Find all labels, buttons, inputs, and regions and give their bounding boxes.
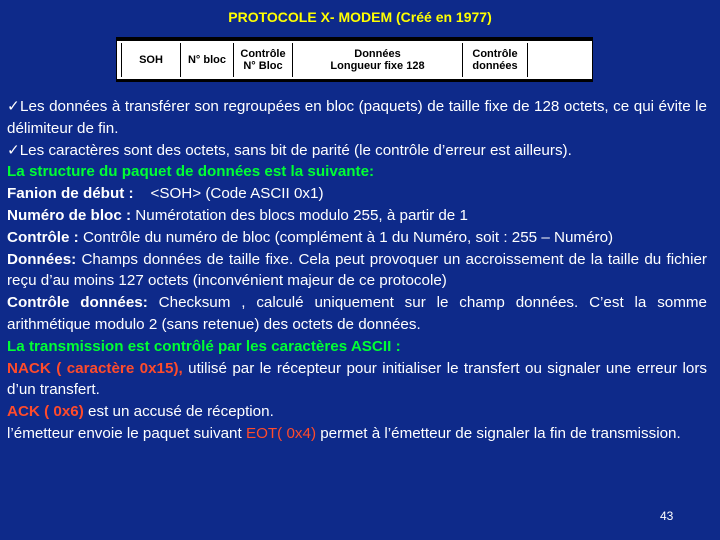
cell-sublabel: Longueur fixe 128: [330, 60, 425, 72]
cell-label: Données: [354, 48, 401, 60]
ack-code: ACK ( 0x6): [7, 403, 84, 421]
field-controle-donnees: [7, 292, 707, 336]
field-label: Numéro de bloc :: [7, 206, 132, 224]
field-controle: [7, 227, 707, 249]
packet-cell-block-number: [180, 43, 233, 77]
cell-sublabel: données: [472, 60, 518, 72]
bullet-item: ✓Les données à transférer son regroupées en bloc (paquets) de taille fixe de 128 octets, ce qui évite le délimiteur de fin.: [7, 97, 707, 137]
structure-heading: La structure du paquet de données est la suivante:: [7, 163, 375, 181]
field-donnees: [7, 249, 707, 293]
checkmark-icon: ✓: [7, 97, 21, 115]
cell-sublabel: N° Bloc: [243, 60, 283, 72]
cell-label: Contrôle: [240, 48, 286, 60]
packet-cell-block-check: [233, 43, 292, 77]
field-label: Contrôle :: [7, 228, 79, 246]
field-fanion: [7, 183, 707, 205]
field-value: Checksum , calculé uniquement sur le champ données. C’est la somme arithmétique modulo 2 (sans retenue) des octets de données.: [7, 294, 707, 333]
cell-label: Contrôle: [472, 48, 518, 60]
eot-after: permet à l’émetteur de signaler la fin de transmission.: [320, 424, 681, 442]
checkmark-icon: ✓: [7, 140, 20, 159]
nack-line: [7, 358, 707, 402]
field-label: Contrôle données:: [7, 294, 148, 312]
field-value: Contrôle du numéro de bloc (complément à 1 du Numéro, soit : 255 – Numéro): [82, 228, 614, 246]
ack-line: [7, 401, 707, 423]
page-number: 43: [660, 509, 674, 523]
field-value: Numérotation des blocs modulo 255, à partir de 1: [135, 206, 468, 224]
cell-label: SOH: [139, 54, 163, 66]
packet-cell-data-check: [462, 43, 528, 77]
eot-line: [7, 423, 707, 445]
cell-label: N° bloc: [187, 54, 226, 66]
packet-structure-table: [116, 37, 593, 82]
ack-text: est un accusé de réception.: [88, 403, 274, 421]
nack-text: utilisé par le récepteur pour initialiser le transfert ou signaler une erreur lors d’un transfert.: [7, 359, 707, 399]
field-value: <SOH> (Code ASCII 0x1): [150, 185, 324, 203]
eot-before: l’émetteur envoie le paquet suivant: [7, 424, 242, 442]
slide-title: PROTOCOLE X- MODEM (Créé en 1977): [228, 9, 492, 25]
field-label: Fanion de début :: [7, 185, 134, 203]
field-label: Données:: [7, 250, 77, 268]
eot-code: EOT( 0x4): [245, 424, 316, 442]
nack-code: NACK ( caractère 0x15),: [7, 359, 183, 377]
slide-body: [7, 96, 707, 445]
field-value: Champs données de taille fixe. Cela peut provoquer un accroissement de la taille du fichier reçu d’au moins 127 octets (inconvénient majeur de ce protocole): [7, 250, 707, 290]
field-numero: [7, 205, 707, 227]
packet-cell-soh: [121, 43, 180, 77]
transmission-heading: La transmission est contrôlé par les caractères ASCII :: [7, 337, 401, 355]
packet-cell-data: [292, 43, 462, 77]
bullet-item: ✓Les caractères sont des octets, sans bit de parité (le contrôle d’erreur est ailleurs).: [7, 140, 572, 159]
